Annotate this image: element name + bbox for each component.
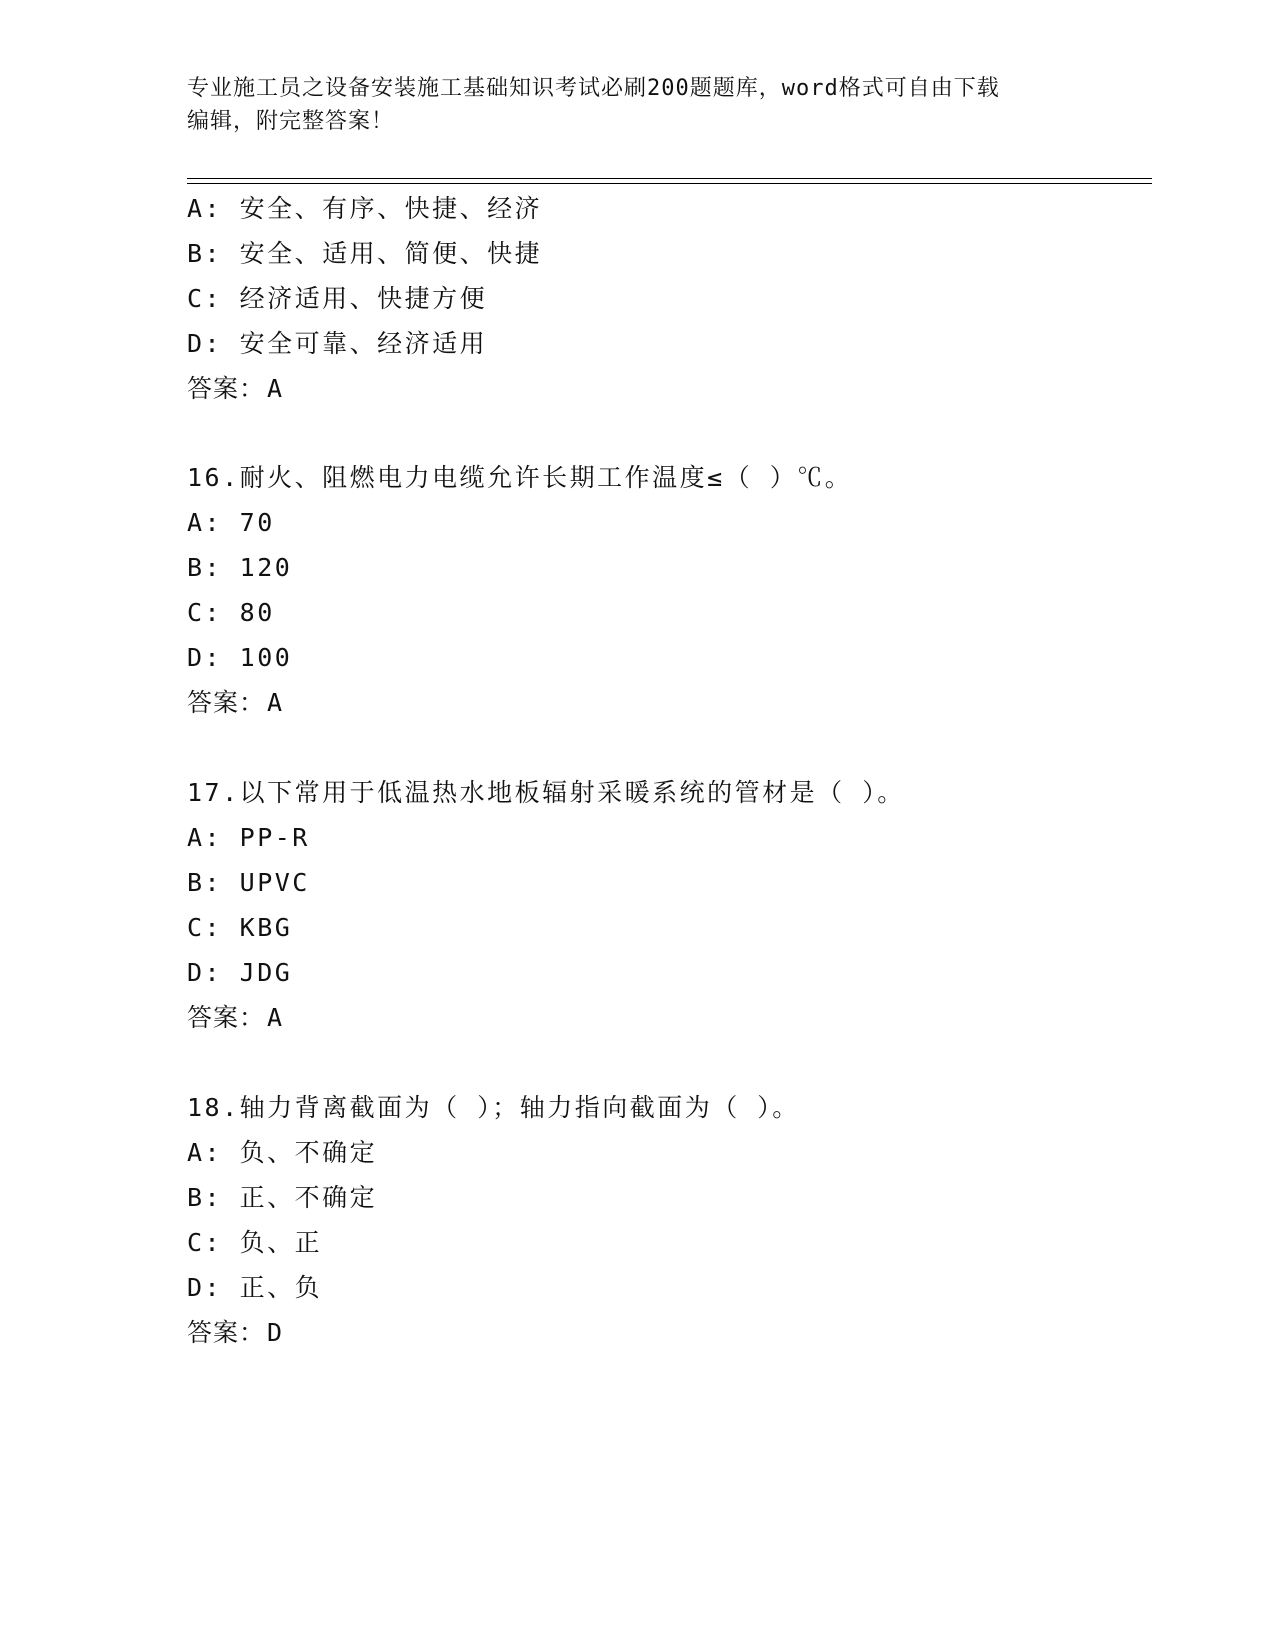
answer-value: A	[267, 1003, 284, 1032]
document-header	[187, 72, 1107, 138]
q16-stem: 16.耐火、阻燃电力电缆允许长期工作温度≤（ ）℃。	[187, 463, 853, 492]
q15-option-d: D: 安全可靠、经济适用	[187, 329, 488, 358]
q17-option-b: B: UPVC	[187, 868, 310, 897]
q16-answer	[187, 687, 283, 719]
header-line-1: 专业施工员之设备安装施工基础知识考试必刷200题题库，word格式可自由下载	[187, 76, 1000, 101]
q16-option-c: C: 80	[187, 598, 275, 627]
q18-answer	[187, 1317, 283, 1349]
answer-value: D	[267, 1318, 284, 1347]
header-divider-top	[187, 178, 1152, 179]
q17-answer	[187, 1002, 283, 1034]
q15-answer	[187, 373, 283, 405]
q15-option-c: C: 经济适用、快捷方便	[187, 284, 488, 313]
answer-value: A	[267, 374, 284, 403]
q15-option-a: A: 安全、有序、快捷、经济	[187, 194, 543, 223]
header-line-2: 编辑，附完整答案！	[187, 109, 395, 134]
answer-value: A	[267, 688, 284, 717]
answer-label: 答案：	[187, 374, 266, 403]
q16-option-b: B: 120	[187, 553, 293, 582]
q16-option-a: A: 70	[187, 508, 275, 537]
header-divider-bottom	[187, 183, 1152, 184]
q18-option-d: D: 正、负	[187, 1273, 323, 1302]
answer-label: 答案：	[187, 688, 266, 717]
q17-option-a: A: PP-R	[187, 823, 310, 852]
answer-label: 答案：	[187, 1318, 266, 1347]
q17-stem: 17.以下常用于低温热水地板辐射采暖系统的管材是（ ）。	[187, 778, 905, 807]
q16-option-d: D: 100	[187, 643, 293, 672]
q17-option-d: D: JDG	[187, 958, 293, 987]
q15-option-b: B: 安全、适用、简便、快捷	[187, 239, 543, 268]
q18-stem: 18.轴力背离截面为（ ）；轴力指向截面为（ ）。	[187, 1093, 800, 1122]
q17-option-c: C: KBG	[187, 913, 293, 942]
q18-option-b: B: 正、不确定	[187, 1183, 378, 1212]
q18-option-c: C: 负、正	[187, 1228, 323, 1257]
q18-option-a: A: 负、不确定	[187, 1138, 378, 1167]
answer-label: 答案：	[187, 1003, 266, 1032]
